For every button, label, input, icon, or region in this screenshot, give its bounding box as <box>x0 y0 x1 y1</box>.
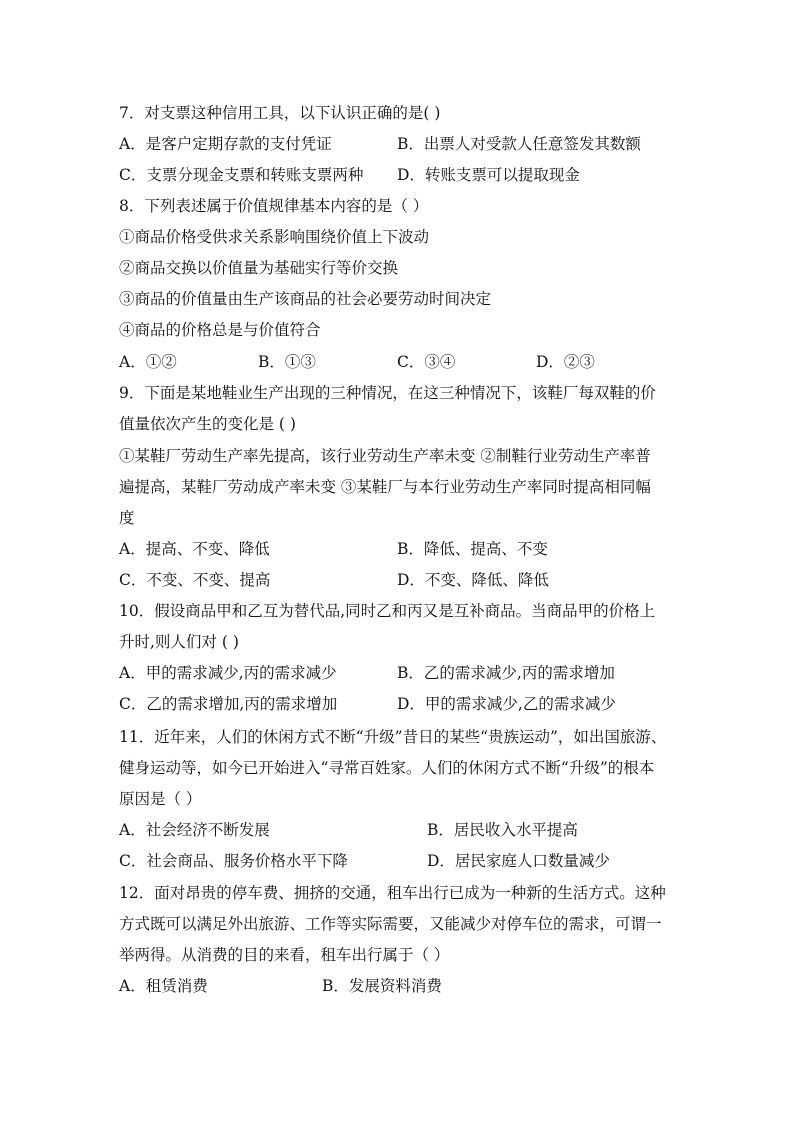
q12-stem-line-1: 12．面对昂贵的停车费、拥挤的交通，租车出行已成为一种新的生活方式。这种 <box>119 884 666 902</box>
q8-statement-3: ③商品的价值量由生产该商品的社会必要劳动时间决定 <box>119 290 492 308</box>
q10-option-d: D．甲的需求减少,乙的需求减少 <box>397 695 616 713</box>
q11-stem-line-1: 11．近年来，人们的休闲方式不断“升级”昔日的某些“贵族运动”，如出国旅游、 <box>119 728 667 746</box>
q8-option-b: B．①③ <box>258 353 316 371</box>
q11-stem-line-2: 健身运动等，如今已开始进入“寻常百姓家。人们的休闲方式不断“升级”的根本 <box>119 759 655 777</box>
q9-stem-line-1: 9．下面是某地鞋业生产出现的三种情况，在这三种情况下，该鞋厂每双鞋的价 <box>119 384 656 402</box>
q10-option-b: B．乙的需求减少,丙的需求增加 <box>397 664 615 682</box>
q9-body-line-3: 度 <box>119 509 135 527</box>
q7-option-c: C．支票分现金支票和转账支票两种 <box>119 166 364 184</box>
q11-option-c: C．社会商品、服务价格水平下降 <box>119 852 348 870</box>
q11-stem-line-3: 原因是（ ） <box>119 790 202 808</box>
q7-option-a: A．是客户定期存款的支付凭证 <box>119 135 332 153</box>
q9-body-line-2: 遍提高，某鞋厂劳动成产率未变 ③某鞋厂与本行业劳动生产率同时提高相同幅 <box>119 478 651 496</box>
q9-option-d: D．不变、降低、降低 <box>397 571 549 589</box>
q12-option-a: A．租赁消费 <box>119 977 208 995</box>
q10-option-a: A．甲的需求减少,丙的需求减少 <box>119 664 337 682</box>
q8-statement-1: ①商品价格受供求关系影响围绕价值上下波动 <box>119 228 430 246</box>
q12-option-b: B．发展资料消费 <box>322 977 442 995</box>
q8-option-d: D．②③ <box>536 353 595 371</box>
q7-option-b: B．出票人对受款人任意签发其数额 <box>397 135 641 153</box>
q12-stem-line-3: 举两得。从消费的目的来看，租车出行属于（ ） <box>119 946 450 964</box>
q10-stem-line-1: 10．假设商品甲和乙互为替代品,同时乙和丙又是互补商品。当商品甲的价格上 <box>119 602 656 620</box>
q11-option-b: B．居民收入水平提高 <box>427 821 578 839</box>
q10-option-c: C．乙的需求增加,丙的需求增加 <box>119 695 338 713</box>
q9-option-a: A．提高、不变、降低 <box>119 540 270 558</box>
q11-option-d: D．居民家庭人口数量减少 <box>427 852 610 870</box>
q8-option-a: A．①② <box>119 353 177 371</box>
q9-option-b: B．降低、提高、不变 <box>397 540 548 558</box>
q7-stem: 7．对支票这种信用工具，以下认识正确的是( ) <box>119 104 441 122</box>
q10-stem-line-2: 升时,则人们对 ( ) <box>119 633 239 651</box>
q7-option-d: D．转账支票可以提取现金 <box>397 166 580 184</box>
q9-option-c: C．不变、不变、提高 <box>119 571 271 589</box>
q9-stem-line-2: 值量依次产生的变化是 ( ) <box>119 415 296 433</box>
q11-option-a: A．社会经济不断发展 <box>119 821 270 839</box>
q9-body-line-1: ①某鞋厂劳动生产率先提高，该行业劳动生产率未变 ②制鞋行业劳动生产率普 <box>119 447 651 465</box>
q12-stem-line-2: 方式既可以满足外出旅游、工作等实际需要，又能减少对停车位的需求，可谓一 <box>119 915 662 933</box>
q8-statement-4: ④商品的价格总是与价值符合 <box>119 321 321 339</box>
q8-statement-2: ②商品交换以价值量为基础实行等价交换 <box>119 259 399 277</box>
q8-option-c: C．③④ <box>397 353 456 371</box>
q8-stem: 8．下列表述属于价值规律基本内容的是（ ） <box>119 197 429 215</box>
